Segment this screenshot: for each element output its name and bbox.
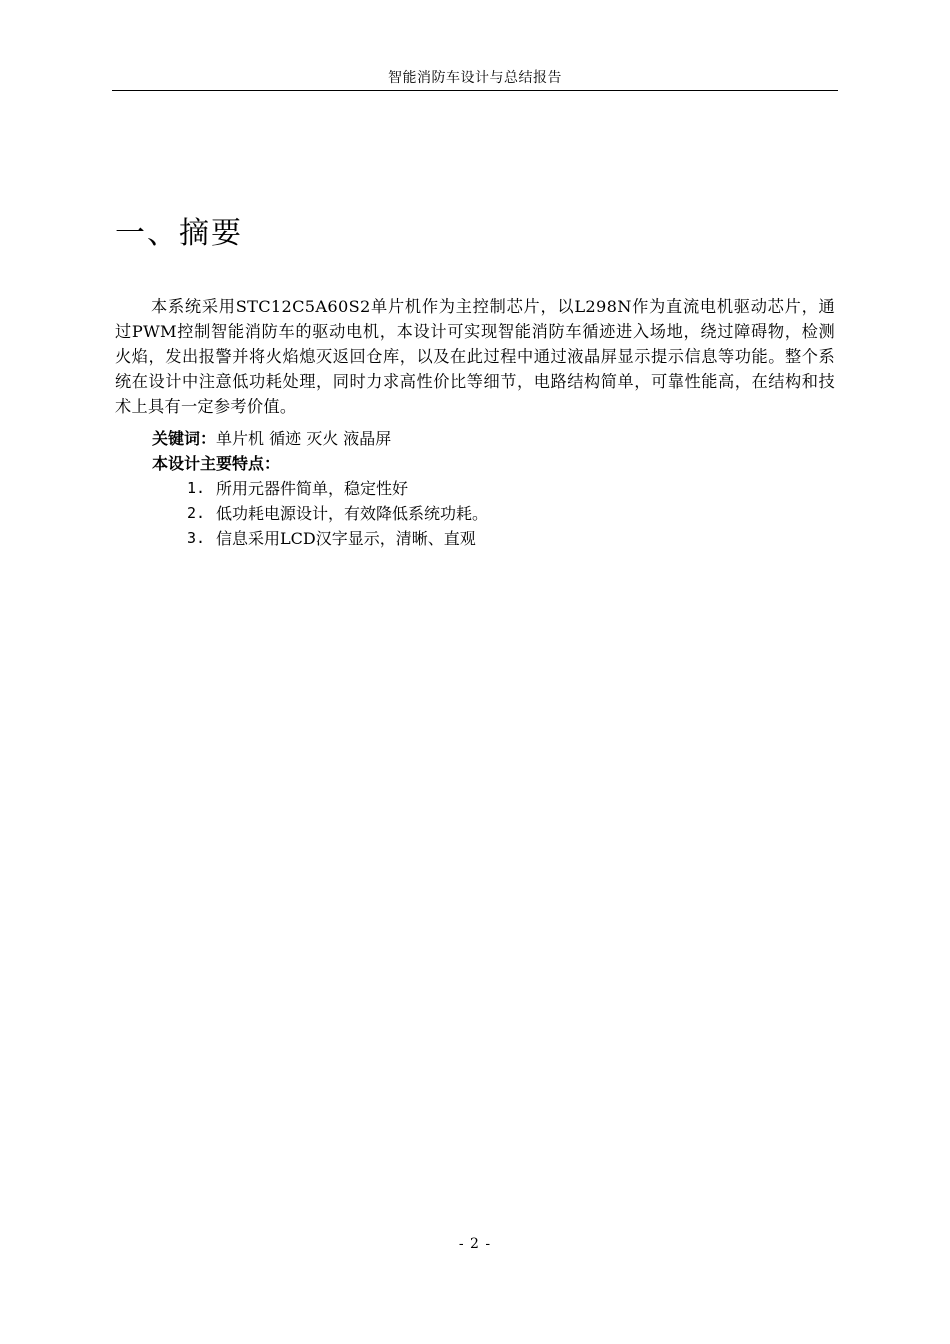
list-item [187, 501, 488, 526]
abstract-paragraph: 本系统采用STC12C5A60S2单片机作为主控制芯片，以L298N作为直流电机驱动芯片，通过PWM控制智能消防车的驱动电机，本设计可实现智能消防车循迹进入场地，绕过障碍物，检测火焰，发出报警并将火焰熄灭返回仓库，以及在此过程中通过液晶屏显示提示信息等功能。整个系统在设计中注意低功耗处理，同时力求高性价比等细节，电路结构简单，可靠性能高，在结构和技术上具有一定参考价值。 [115, 297, 835, 416]
header-title: 智能消防车设计与总结报告 [388, 70, 562, 86]
section-heading: 一、摘要 [115, 216, 243, 251]
list-item-text: 低功耗电源设计，有效降低系统功耗。 [216, 504, 489, 523]
keywords-label: 关键词： [152, 429, 217, 448]
keywords-values: 单片机 循迹 灭火 液晶屏 [216, 429, 392, 448]
keywords-line [152, 426, 391, 451]
list-item [187, 476, 488, 501]
list-item-text: 信息采用LCD汉字显示，清晰、直观 [216, 529, 476, 548]
list-item [187, 526, 488, 551]
feature-list [187, 476, 488, 551]
list-item-number: 1. [187, 479, 206, 497]
list-item-text: 所用元器件简单，稳定性好 [216, 479, 409, 498]
list-item-number: 3. [187, 529, 206, 547]
list-item-number: 2. [187, 504, 206, 522]
features-title: 本设计主要特点： [152, 454, 281, 473]
page-number: - 2 - [458, 1236, 492, 1252]
page-header [112, 68, 838, 91]
